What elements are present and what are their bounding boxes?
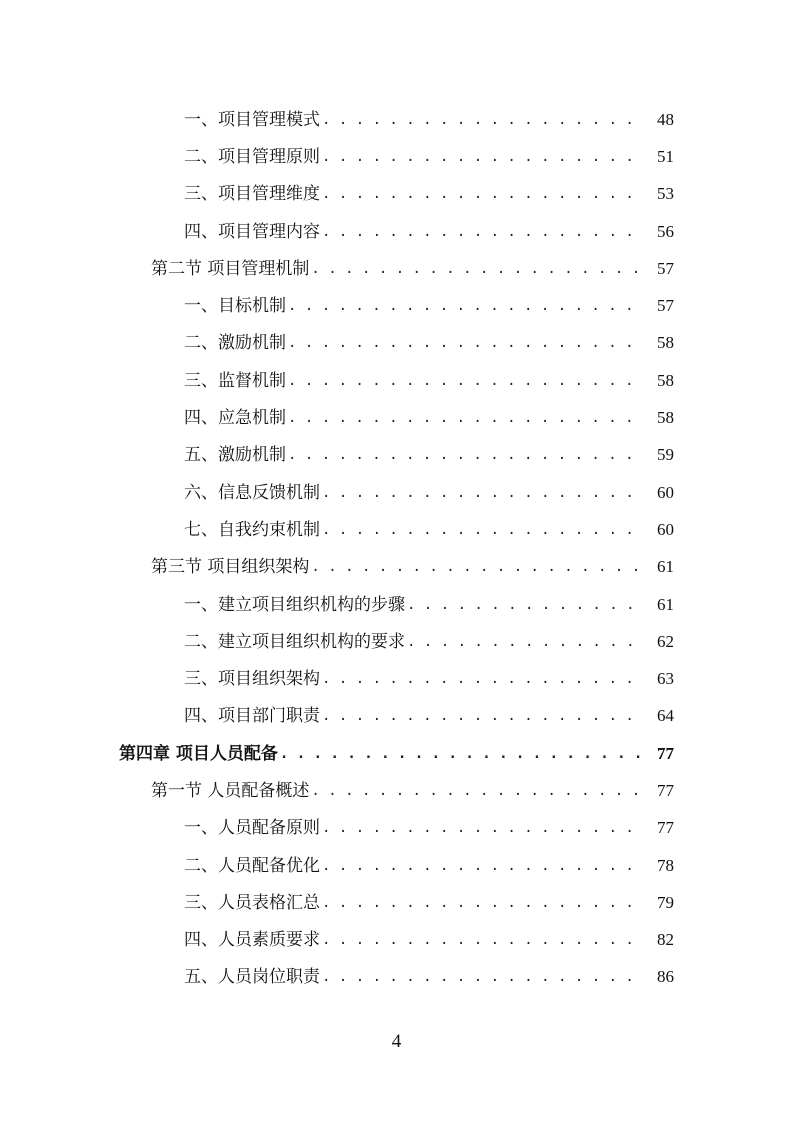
toc-leader-dots bbox=[322, 483, 638, 503]
toc-leader-dots bbox=[322, 222, 638, 242]
toc-entry-page: 61 bbox=[657, 594, 674, 614]
toc-entry-title: 四、人员素质要求 bbox=[184, 930, 320, 951]
toc-entry-page: 53 bbox=[657, 184, 674, 204]
toc-entry-page: 64 bbox=[657, 706, 674, 726]
toc-entry-title: 七、自我约束机制 bbox=[184, 519, 320, 540]
toc-entry[interactable] bbox=[184, 213, 674, 250]
toc-entry-title: 五、激励机制 bbox=[184, 445, 286, 466]
toc-entry-page: 77 bbox=[657, 780, 674, 800]
toc-leader-dots bbox=[322, 706, 638, 726]
toc-entry[interactable] bbox=[184, 138, 674, 175]
toc-entry-title: 第四章 项目人员配备 bbox=[119, 743, 278, 764]
toc-entry-page: 59 bbox=[657, 445, 674, 465]
toc-entry[interactable] bbox=[151, 549, 674, 586]
toc-entry-page: 58 bbox=[657, 408, 674, 428]
toc-entry[interactable] bbox=[184, 922, 674, 959]
toc-leader-dots bbox=[322, 967, 638, 987]
toc-entry-title: 一、建立项目组织机构的步骤 bbox=[184, 594, 405, 615]
toc-entry-title: 四、项目管理内容 bbox=[184, 221, 320, 242]
toc-leader-dots bbox=[288, 296, 638, 316]
toc-leader-dots bbox=[311, 259, 648, 279]
toc-leader-dots bbox=[322, 147, 638, 167]
toc-entry[interactable] bbox=[184, 698, 674, 735]
toc-entry-title: 三、监督机制 bbox=[184, 370, 286, 391]
toc-entry-title: 二、项目管理原则 bbox=[184, 146, 320, 167]
toc-entry[interactable] bbox=[184, 623, 674, 660]
toc-entry-title: 一、目标机制 bbox=[184, 296, 286, 317]
toc-entry-title: 三、人员表格汇总 bbox=[184, 892, 320, 913]
toc-entry-page: 58 bbox=[657, 333, 674, 353]
toc-entry-page: 51 bbox=[657, 146, 674, 166]
toc-entry-title: 四、项目部门职责 bbox=[184, 706, 320, 727]
toc-entry-page: 63 bbox=[657, 669, 674, 689]
toc-entry-page: 86 bbox=[657, 967, 674, 987]
toc-leader-dots bbox=[407, 632, 638, 652]
toc-entry[interactable] bbox=[184, 586, 674, 623]
toc-leader-dots bbox=[322, 930, 638, 950]
toc-entry-page: 58 bbox=[657, 370, 674, 390]
toc-entry-title: 第一节 人员配备概述 bbox=[151, 780, 310, 801]
toc-leader-dots bbox=[311, 781, 648, 801]
toc-entry[interactable] bbox=[184, 101, 674, 138]
toc-entry-page: 77 bbox=[657, 818, 674, 838]
page-number: 4 bbox=[391, 1031, 402, 1052]
toc-entry[interactable] bbox=[184, 325, 674, 362]
toc-entry-title: 三、项目组织架构 bbox=[184, 669, 320, 690]
toc-entry-page: 60 bbox=[657, 519, 674, 539]
toc-entry-page: 60 bbox=[657, 482, 674, 502]
toc-entry[interactable] bbox=[184, 474, 674, 511]
toc-leader-dots bbox=[322, 669, 638, 689]
toc-leader-dots bbox=[322, 856, 638, 876]
toc-leader-dots bbox=[322, 818, 638, 838]
toc-entry[interactable] bbox=[184, 176, 674, 213]
toc-entry[interactable] bbox=[184, 399, 674, 436]
toc-entry-title: 二、人员配备优化 bbox=[184, 855, 320, 876]
toc-entry-page: 61 bbox=[657, 557, 674, 577]
toc-entry-title: 五、人员岗位职责 bbox=[184, 967, 320, 988]
toc-entry-page: 79 bbox=[657, 892, 674, 912]
toc-entry[interactable] bbox=[151, 250, 674, 287]
toc-entry-title: 二、建立项目组织机构的要求 bbox=[184, 631, 405, 652]
toc-entry[interactable] bbox=[184, 884, 674, 921]
toc-entry[interactable] bbox=[184, 847, 674, 884]
toc-entry-title: 二、激励机制 bbox=[184, 333, 286, 354]
toc-entry-title: 四、应急机制 bbox=[184, 408, 286, 429]
toc-entry-page: 62 bbox=[657, 631, 674, 651]
toc-entry-title: 一、项目管理模式 bbox=[184, 109, 320, 130]
toc-leader-dots bbox=[311, 557, 648, 577]
toc-entry[interactable] bbox=[184, 660, 674, 697]
toc-leader-dots bbox=[288, 333, 638, 353]
toc-entry-title: 一、人员配备原则 bbox=[184, 818, 320, 839]
toc-leader-dots bbox=[322, 110, 638, 130]
toc-entry[interactable] bbox=[184, 362, 674, 399]
toc-leader-dots bbox=[407, 595, 638, 615]
toc-entry-title: 第三节 项目组织架构 bbox=[151, 557, 310, 578]
toc-entry-title: 三、项目管理维度 bbox=[184, 184, 320, 205]
toc-leader-dots bbox=[322, 184, 638, 204]
toc-leader-dots bbox=[288, 408, 638, 428]
toc-entry[interactable] bbox=[119, 735, 674, 772]
toc-leader-dots bbox=[280, 744, 648, 764]
toc-entry[interactable] bbox=[184, 437, 674, 474]
toc-entry-page: 78 bbox=[657, 855, 674, 875]
toc-entry-page: 57 bbox=[657, 296, 674, 316]
toc-entry[interactable] bbox=[151, 772, 674, 809]
toc-leader-dots bbox=[288, 445, 638, 465]
toc-entry-page: 82 bbox=[657, 930, 674, 950]
toc-leader-dots bbox=[322, 520, 638, 540]
toc-entry-title: 六、信息反馈机制 bbox=[184, 482, 320, 503]
toc-entry[interactable] bbox=[184, 287, 674, 324]
toc-entry[interactable] bbox=[184, 511, 674, 548]
toc-entry-page: 57 bbox=[657, 258, 674, 278]
toc-entry-page: 77 bbox=[657, 743, 674, 763]
toc-entry[interactable] bbox=[184, 959, 674, 996]
toc-entry-page: 48 bbox=[657, 109, 674, 129]
table-of-contents bbox=[0, 101, 793, 996]
toc-entry-title: 第二节 项目管理机制 bbox=[151, 258, 310, 279]
toc-leader-dots bbox=[322, 893, 638, 913]
toc-entry[interactable] bbox=[184, 810, 674, 847]
toc-leader-dots bbox=[288, 371, 638, 391]
toc-entry-page: 56 bbox=[657, 221, 674, 241]
